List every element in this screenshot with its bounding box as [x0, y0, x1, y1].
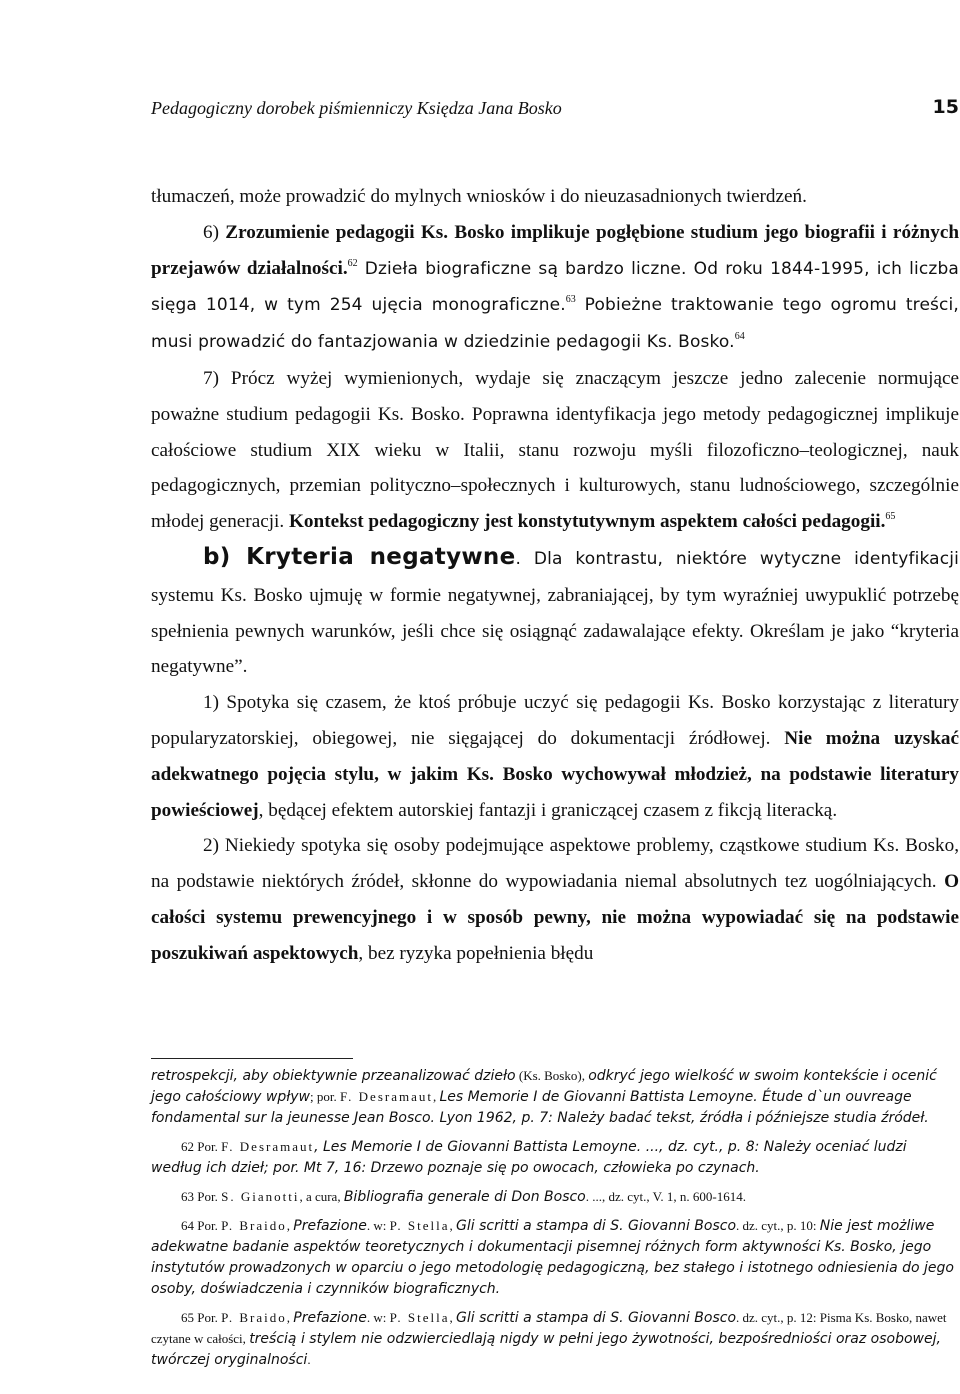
fn-cont-g: Les Memorie I de Giovanni Battista Lemoyne. Étude d`un ouvreage fondamental sur la jeunesse Jean Bosco. Lyon 1962, p. 7: Należy badać tekst, źródła i późniejsze studia źródeł.	[151, 1089, 929, 1126]
paragraph-2	[151, 215, 959, 361]
paragraph-4	[151, 540, 959, 685]
fn62-author: F. Desramaut	[221, 1139, 315, 1154]
footnote-ref-65: 65	[885, 511, 896, 523]
fn-cont-a: retrospekcji, aby obiektywnie przeanalizować dzieło	[151, 1068, 516, 1084]
fn64-in: . w:	[366, 1218, 390, 1233]
p4-rest: systemu Ks. Bosko ujmuję w formie negatywnej, zabraniającej, by tym wyraźniej uwypuklić potrzebę spełnienia pewnych warunków, jeśli chce się osiągnąć zadawalające efekty. Określam je jako “kryteria negatywne”.	[151, 584, 959, 678]
running-header	[151, 98, 959, 126]
section-heading-b: b) Kryteria negatywne	[203, 543, 516, 570]
footnote-63	[151, 1187, 959, 1208]
fn64-citation: . dz. cyt., p. 10:	[736, 1218, 820, 1233]
footnote-ref-64: 64	[734, 331, 745, 343]
fn-cont-f: ,	[432, 1089, 440, 1104]
footnote-ref-62: 62	[347, 257, 358, 269]
page-number: 15	[932, 96, 959, 118]
p6-bold: O całości systemu prewencyjnego i w sposób pewny, nie można wypowiadać się na podstawie poszukiwań aspektowych	[151, 871, 959, 964]
p3-bold: Kontekst pedagogiczny jest konstytutywnym aspektem całości pedagogii.	[289, 511, 886, 533]
running-title: Pedagogiczny dorobek piśmienniczy Księdza Jana Bosko	[151, 98, 562, 118]
fn64-number: 64 Por.	[181, 1218, 222, 1233]
fn65-author: P. Braido	[221, 1310, 287, 1325]
fn62-number: 62 Por.	[181, 1139, 222, 1154]
p4-sans: . Dla kontrastu, niektóre wytyczne identyfikacji	[515, 548, 959, 569]
p5-bold: Nie można uzyskać adekwatnego pojęcia stylu, w jakim Ks. Bosko wychowywał młodzież, na podstawie literatury powieściowej	[151, 727, 959, 821]
fn65-number: 65 Por.	[181, 1310, 222, 1325]
fn63-number: 63 Por.	[181, 1189, 222, 1204]
fn64-title: Prefazione	[293, 1218, 367, 1234]
paragraph-5	[151, 685, 959, 828]
footnote-separator	[151, 1058, 353, 1059]
footnote-ref-63: 63	[565, 294, 576, 306]
fn65-text: treścią i stylem nie odzwierciedlają nigdy w pełni jego żywotności, bezpośredniości oraz osobowej, twórczej oryginalności	[151, 1331, 941, 1368]
p5-text: 1) Spotyka się czasem, że ktoś próbuje uczyć się pedagogii Ks. Bosko korzystając z literatury popularyzatorskiej, obiegowej, nie sięgającej do dokumentacji źródłowej.	[151, 692, 959, 749]
fn65-end: .	[307, 1352, 311, 1367]
fn64-comma: ,	[286, 1218, 294, 1233]
fn62-title: , Les Memorie I de Giovanni Battista Lemoyne	[314, 1139, 637, 1155]
p2-sans-a: Dzieła biograficzne są bardzo liczne. Od roku 1844-1995, ich liczba sięga 1014, w tym 254 ujęcia monograficzne.	[151, 258, 959, 316]
paragraph-3	[151, 361, 959, 540]
fn65-title: Prefazione	[293, 1310, 367, 1326]
paragraph-6	[151, 828, 959, 971]
fn62-citation: . ..., dz. cyt., p. 8: Należy oceniać ludzi według ich dzieł; por. Mt 7, 16: Drzewo poznaje się po owocach, człowieka po czynach.	[151, 1139, 907, 1176]
fn-cont-c: odkryć jego wielkość w swoim kontekście i ocenić jego całościowy wpływ	[151, 1068, 937, 1105]
footnote-continued	[151, 1066, 959, 1129]
fn64-author: P. Braido	[221, 1218, 287, 1233]
p6-text: 2) Niekiedy spotyka się osoby podejmujące aspektowe problemy, cząstkowe studium Ks. Bosko, na podstawie niektórych źródeł, skłonne do wypowiadania niemal absolutnych tez uogólniających.	[151, 835, 959, 893]
footnote-65: 65 Por. P. Braido, Prefazione. w: P. Stella, Gli scritti a stampa di S. Giovanni Bosco. dz. cyt., p. 12: Pisma Ks. Bosko, nawet czytane w całości, treścią i stylem nie odzwierciedlają nigdy w pełni jego żywotności, bezpośredniości oraz osobowej, twórczej oryginalności.	[151, 1310, 947, 1368]
fn63-title: Bibliografia generale di Don Bosco	[343, 1189, 586, 1205]
fn63-mid: , a cura,	[299, 1189, 344, 1204]
p6-end: , bez ryzyka popełnienia błędu	[358, 942, 594, 964]
footnote-62	[151, 1137, 959, 1179]
fn64-author-2: P. Stella	[389, 1218, 450, 1233]
p5-end: , będącej efektem autorskiej fantazji i graniczącej czasem z fikcją literacką.	[258, 799, 838, 821]
fn64-title-2: Gli scritti a stampa di S. Giovanni Bosco	[456, 1218, 737, 1234]
footnote-64: 64 Por. P. Braido, Prefazione. w: P. Stella, Gli scritti a stampa di S. Giovanni Bosco. dz. cyt., p. 10: Nie jest możliwe adekwatne badanie aspektów teoretycznych i dokumentacji pisemnej różnych form aktywności Ks. Bosko, jego instytutów prowadzonych w oparciu o jego metodologię pedagogiczną, bez stałego i istotnego odniesienia do jego osoby, doświadczenia i czynników biograficznych.	[151, 1218, 954, 1297]
fn65-title-2: Gli scritti a stampa di S. Giovanni Bosco	[456, 1310, 737, 1326]
fn65-in: . w:	[366, 1310, 390, 1325]
fn64-text: Nie jest możliwe adekwatne badanie aspektów teoretycznych i dokumentacji pisemnej różnych form aktywności Ks. Bosko, jego instytutów prowadzonych w oparciu o jego metodologię pedagogiczną, bez stałego i istotnego odniesienia do jego osoby, doświadczenia i czynników biograficznych.	[151, 1218, 954, 1297]
paragraph-1: tłumaczeń, może prowadzić do mylnych wniosków i do nieuzasadnionych twierdzeń.	[151, 186, 807, 207]
fn65-citation: . dz. cyt., p. 12: Pisma Ks. Bosko, nawet czytane w całości,	[151, 1310, 947, 1346]
fn-cont-author: F. Desramaut	[339, 1089, 433, 1104]
p3-text: 7) Prócz wyżej wymienionych, wydaje się znaczącym jeszcze jedno zalecenie normujące poważne studium pedagogii Ks. Bosko. Poprawna identyfikacja jego metody pedagogicznej implikuje całościowe studium XIX wieku w Italii, stanu rozwoju myśli filozoficzno–teologicznej, nauk pedagogicznych, przemian polityczno–społecznych i kulturowych, stanu ludnościowego, szczególnie młodej generacji.	[151, 367, 959, 533]
fn65-author-2: P. Stella	[389, 1310, 450, 1325]
footnotes	[151, 1066, 959, 1371]
fn63-citation: . ..., dz. cyt., V. 1, n. 600-1614.	[585, 1189, 746, 1204]
p2-intro: 6)	[203, 221, 226, 243]
fn-cont-d: ; por.	[310, 1089, 340, 1104]
p2-bold: Zrozumienie pedagogii Ks. Bosko implikuje pogłębione studium jego biografii i różnych przejawów działalności.	[151, 221, 960, 279]
fn65-comma: ,	[286, 1310, 294, 1325]
p2-sans-b: Pobieżne traktowanie tego ogromu treści, musi prowadzić do fantazjowania w dziedzinie pedagogii Ks. Bosko.	[151, 295, 959, 353]
fn-cont-b: (Ks. Bosko),	[515, 1068, 589, 1083]
body-text	[151, 179, 959, 972]
fn63-author: S. Gianotti	[221, 1189, 300, 1204]
